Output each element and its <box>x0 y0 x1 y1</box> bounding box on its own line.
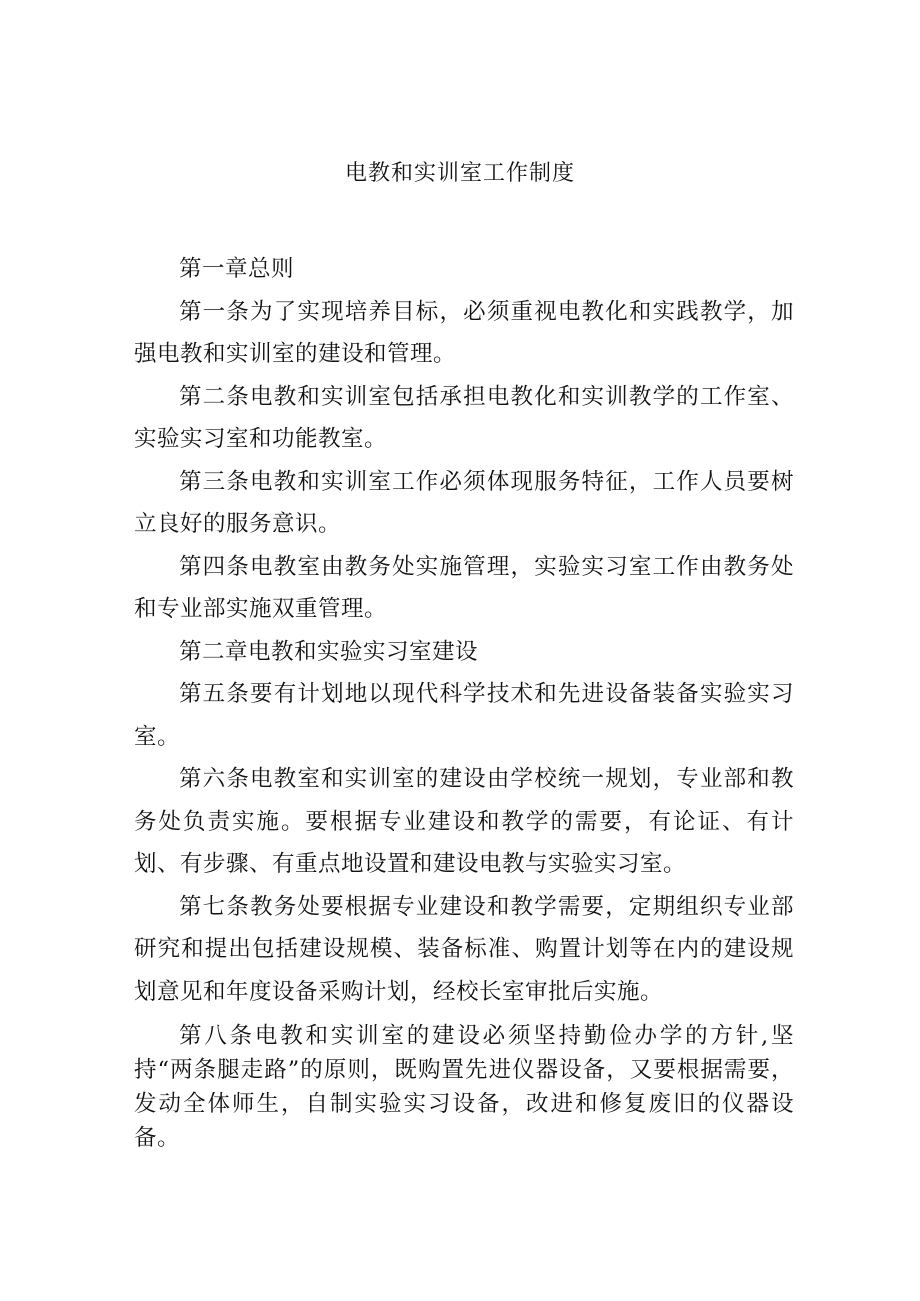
article-5: 第五条要有计划地以现代科学技术和先进设备装备实验实习室。 <box>134 681 794 750</box>
document-body <box>134 248 794 1155</box>
article-7: 第七条教务处要根据专业建设和教学需要，定期组织专业部研究和提出包括建设规模、装备标准、购置计划等在内的建设规划意见和年度设备采购计划，经校长室审批后实施。 <box>134 893 794 1005</box>
article-1: 第一条为了实现培养目标，必须重视电教化和实践教学，加强电教和实训室的建设和管理。 <box>134 298 794 367</box>
article-3: 第三条电教和实训室工作必须体现服务特征，工作人员要树立良好的服务意识。 <box>134 468 794 537</box>
document-title: 电教和实训室工作制度 <box>344 161 575 186</box>
article-4: 第四条电教室由教务处实施管理，实验实习室工作由教务处和专业部实施双重管理。 <box>134 553 794 622</box>
chapter-heading-2: 第二章电教和实验实习室建设 <box>179 638 479 665</box>
article-2: 第二条电教和实训室包括承担电教化和实训教学的工作室、实验实习室和功能教室。 <box>134 383 794 452</box>
article-8: 第八条电教和实训室的建设必须坚持勤俭办学的方针,坚持“两条腿走路”的原则，既购置先进仪器设备，又要根据需要，发动全体师生，自制实验实习设备，改进和修复废旧的仪器设备。 <box>134 1023 794 1151</box>
chapter-heading-1: 第一章总则 <box>179 256 295 282</box>
article-6: 第六条电教室和实训室的建设由学校统一规划，专业部和教务处负责实施。要根据专业建设和教学的需要，有论证、有计划、有步骤、有重点地设置和建设电教与实验实习室。 <box>134 766 794 877</box>
